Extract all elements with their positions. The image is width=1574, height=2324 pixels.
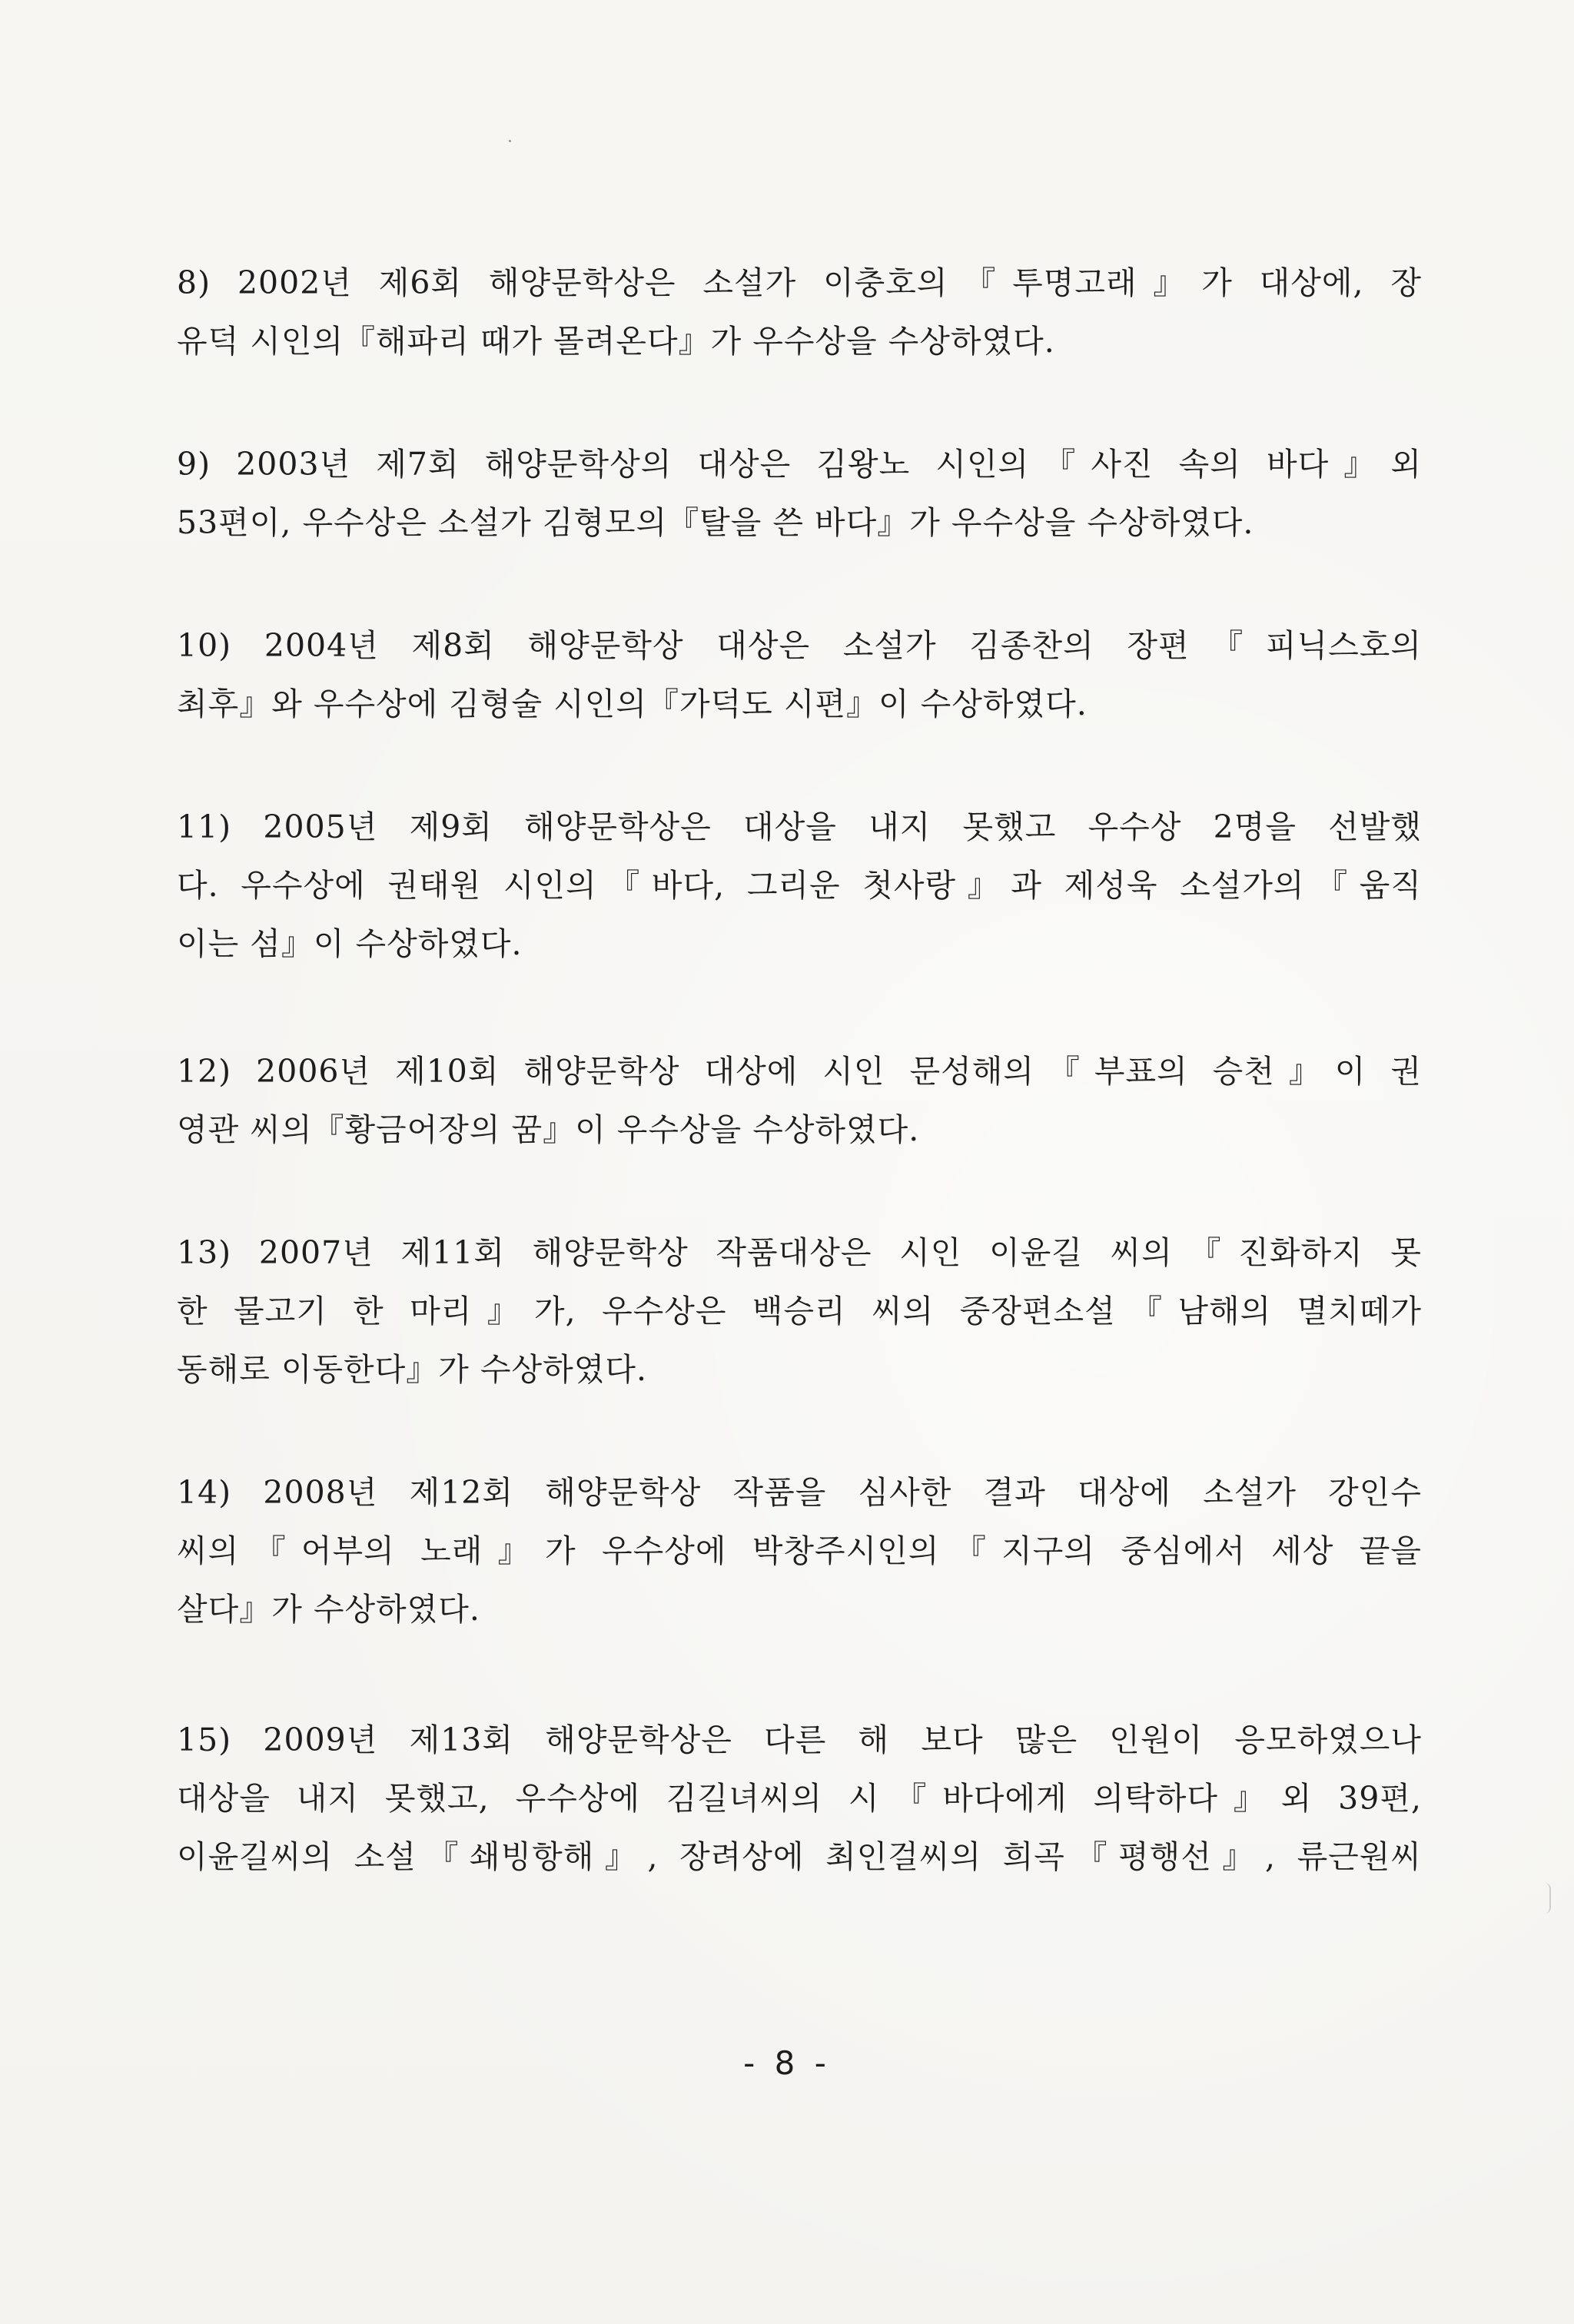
body-text (177, 254, 1422, 1886)
paragraph-14 (177, 1463, 1422, 1638)
text-line: 동해로 이동한다』가 수상하였다. (177, 1351, 647, 1388)
paragraph-8 (177, 254, 1422, 370)
text-line: 10) 2004년 제8회 해양문학상 대상은 소설가 김종찬의 장편『피닉스호의 (177, 627, 1422, 664)
text-line: 14) 2008년 제12회 해양문학상 작품을 심사한 결과 대상에 소설가 강인수 (177, 1474, 1422, 1511)
text-line: 15) 2009년 제13회 해양문학상은 다른 해 보다 많은 인원이 응모하였으나 (177, 1721, 1422, 1758)
paragraph-12 (177, 1042, 1422, 1159)
text-line: 대상을 내지 못했고, 우수상에 김길녀씨의 시『바다에게 의탁하다』외 39편, (177, 1780, 1422, 1817)
paper-edge-mark (1545, 1883, 1551, 1914)
text-line: 12) 2006년 제10회 해양문학상 대상에 시인 문성해의『부표의 승천』이 권 (177, 1053, 1422, 1090)
paragraph-11 (177, 798, 1422, 973)
text-line: 이윤길씨의 소설『쇄빙항해』, 장려상에 최인걸씨의 희곡『평행선』, 류근원씨 (177, 1838, 1422, 1875)
text-line: 최후』와 우수상에 김형술 시인의『가덕도 시편』이 수상하였다. (177, 686, 1088, 722)
text-line: 이는 섬』이 수상하였다. (177, 925, 523, 962)
text-line: 유덕 시인의『해파리 때가 몰려온다』가 우수상을 수상하였다. (177, 323, 1055, 360)
text-line: 8) 2002년 제6회 해양문학상은 소설가 이충호의『투명고래』가 대상에, 장 (177, 264, 1422, 301)
text-line: 53편이, 우수상은 소설가 김형모의『탈을 쓴 바다』가 우수상을 수상하였다. (177, 504, 1254, 541)
paragraph-13 (177, 1223, 1422, 1399)
text-line: 한 물고기 한 마리』가, 우수상은 백승리 씨의 중장편소설『남해의 멸치떼가 (177, 1293, 1422, 1330)
text-line: 영관 씨의『황금어장의 꿈』이 우수상을 수상하였다. (177, 1111, 920, 1148)
text-line: 9) 2003년 제7회 해양문학상의 대상은 김왕노 시인의『사진 속의 바다』외 (177, 446, 1422, 483)
text-line: 13) 2007년 제11회 해양문학상 작품대상은 시인 이윤길 씨의『진화하지 못 (177, 1234, 1422, 1271)
text-line: 다. 우수상에 권태원 시인의『바다, 그리운 첫사랑』과 제성욱 소설가의『움직 (177, 867, 1422, 904)
speck (509, 140, 511, 142)
paragraph-15 (177, 1711, 1422, 1886)
text-line: 살다』가 수상하였다. (177, 1591, 480, 1628)
paragraph-10 (177, 616, 1422, 733)
page-number: - 8 - (743, 2044, 831, 2082)
text-line: 씨의『어부의 노래』가 우수상에 박창주시인의『지구의 중심에서 세상 끝을 (177, 1532, 1422, 1569)
paragraph-9 (177, 435, 1422, 552)
text-line: 11) 2005년 제9회 해양문학상은 대상을 내지 못했고 우수상 2명을 선발했 (177, 808, 1422, 845)
